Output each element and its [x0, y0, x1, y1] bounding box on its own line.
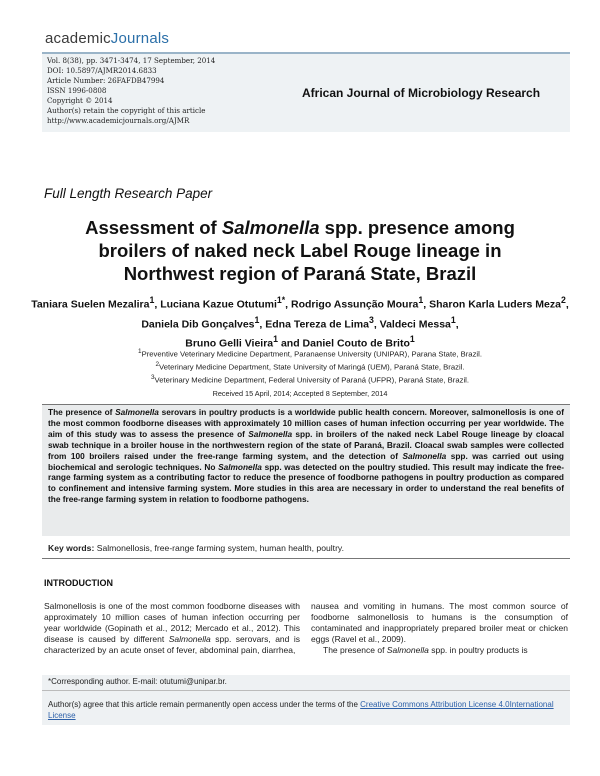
- publisher-logo: [45, 30, 169, 47]
- received-dates: Received 15 April, 2014; Accepted 8 September, 2014: [212, 389, 388, 398]
- journal-name: African Journal of Microbiology Research: [302, 86, 541, 100]
- title-line-2: broilers of naked neck Label Rouge lineage in: [98, 240, 502, 261]
- body-column-right: [311, 601, 568, 656]
- affiliation: $^3$Veterinary Medicine Department, Federal University of Paraná (UFPR), Paraná State, Brazil.: [150, 374, 470, 385]
- author-name: Taniara Suelen Mezalira: [31, 298, 150, 311]
- citation-info: [47, 56, 215, 126]
- author-name: Edna Tereza de Lima: [265, 318, 369, 330]
- author-name: Bruno Gelli Vieira: [185, 337, 274, 350]
- author-name: Rodrigo Assunção Moura: [291, 298, 419, 311]
- affiliation: $^2$Veterinary Medicine Department, State University of Maringá (UEM), Paraná State, Brazil.: [155, 361, 465, 372]
- author-name: Valdeci Messa: [379, 318, 451, 330]
- citation-line: Vol. 8(38), pp. 3471-3474, 17 September, 2014: [47, 56, 216, 65]
- body-column-left: Salmonellosis is one of the most common foodborne diseases with approximately 10 million cases of human infection occurring per year worldwide (Gopinath et al., 2012; Mercado et al., 2012). This disease is caused by different Salmonella spp. serovars, and is characterized by an acute onset of fever, abdominal pain, diarrhea,: [44, 601, 300, 656]
- corresponding-author: *Corresponding author. E-mail: otutumi@unipar.br.: [48, 677, 227, 686]
- citation-line: Copyright © 2014: [47, 96, 113, 105]
- title-line-1: Assessment of Salmonella spp. presence among: [85, 217, 515, 238]
- affiliations: [60, 347, 560, 386]
- citation-line: Article Number: 26FAFDB47994: [47, 76, 165, 85]
- author-line-2: Bruno Gelli Vieira$^1$ and Daniel Couto de Brito$^1$: [185, 334, 415, 350]
- citation-line: Author(s) retain the copyright of this article: [47, 106, 206, 115]
- author-name: Luciana Kazue Otutumi: [160, 298, 277, 311]
- title-line-3: Northwest region of Paraná State, Brazil: [123, 263, 477, 284]
- header-rule: [42, 52, 570, 54]
- citation-line: ISSN 1996-0808: [47, 86, 107, 95]
- footnote-rule: [42, 690, 570, 691]
- keywords-rule: [42, 558, 570, 559]
- paper-title: [30, 216, 570, 285]
- section-heading-introduction: INTRODUCTION: [44, 578, 113, 588]
- keywords-label: Key words:: [48, 543, 95, 553]
- author-name: Daniel Couto de Brito: [302, 337, 410, 350]
- author-name: Sharon Karla Luders Meza: [429, 298, 561, 311]
- paper-type: Full Length Research Paper: [44, 186, 213, 201]
- citation-line: DOI: 10.5897/AJMR2014.6833: [47, 66, 157, 75]
- author-line-1: Taniara Suelen Mezalira$^1$, Luciana Kazue Otutumi$^{1*}$, Rodrigo Assunção Moura$^1$, Sharon Karla Luders Meza$^2$, Daniela Dib Gonçalves$^1$, Edna Tereza de Lima$^3$, Valdeci Messa$^1$,: [31, 295, 569, 330]
- keywords: [48, 543, 568, 553]
- license-note: Author(s) agree that this article remain permanently open access under the terms of the Creative Commons Attribution License 4.0International License: [48, 700, 554, 720]
- license-link[interactable]: Creative Commons Attribution License 4.0International License: [48, 700, 554, 720]
- abstract-text: The presence of Salmonella serovars in poultry products is a worldwide public health concern. Moreover, salmonellosis is one of the most common foodborne diseases with approximately 10 million cases of human infection occurring per year worldwide. The aim of this study was to assess the presence of Salmonella spp. in broilers of the naked neck Label Rouge lineage by cloacal swab technique in a broiler house in the northwestern region of the state of Paraná, Brazil. Cloacal swab samples were collected from 100 broilers raised under the free-range farming system, and the detection of Salmonella spp. was carried out using biochemical and serologic techniques. No Salmonella spp. was detected on the poultry studied. This result may indicate the free-range farming system as a contributing factor to reduce the presence of foodborne pathogens in poultry production as compared to confinement and intensive farming system. More studies in this area are necessary in order to understand the real benefits of the free-range farming system in relation to foodborne pathogens.: [48, 407, 564, 505]
- author-list: [30, 293, 570, 352]
- logo-text-journals: Journals: [110, 30, 170, 47]
- paragraph: The presence of Salmonella spp. in poultry products is: [323, 645, 528, 656]
- affiliation: $^1$Preventive Veterinary Medicine Department, Paranaense University (UNIPAR), Parana State, Brazil.: [138, 348, 482, 359]
- paragraph: nausea and vomiting in humans. The most common source of foodborne salmonellosis to humans is the consumption of contaminated and inappropriately prepared broiler meat or chicken eggs (Ravel et al., 2009).: [311, 601, 568, 645]
- logo-text-academic: academic: [45, 30, 111, 47]
- author-name: Daniela Dib Gonçalves: [141, 318, 255, 330]
- citation-url-link[interactable]: http://www.academicjournals.org/AJMR: [47, 116, 190, 125]
- keywords-list: Salmonellosis, free-range farming system, human health, poultry.: [94, 543, 344, 553]
